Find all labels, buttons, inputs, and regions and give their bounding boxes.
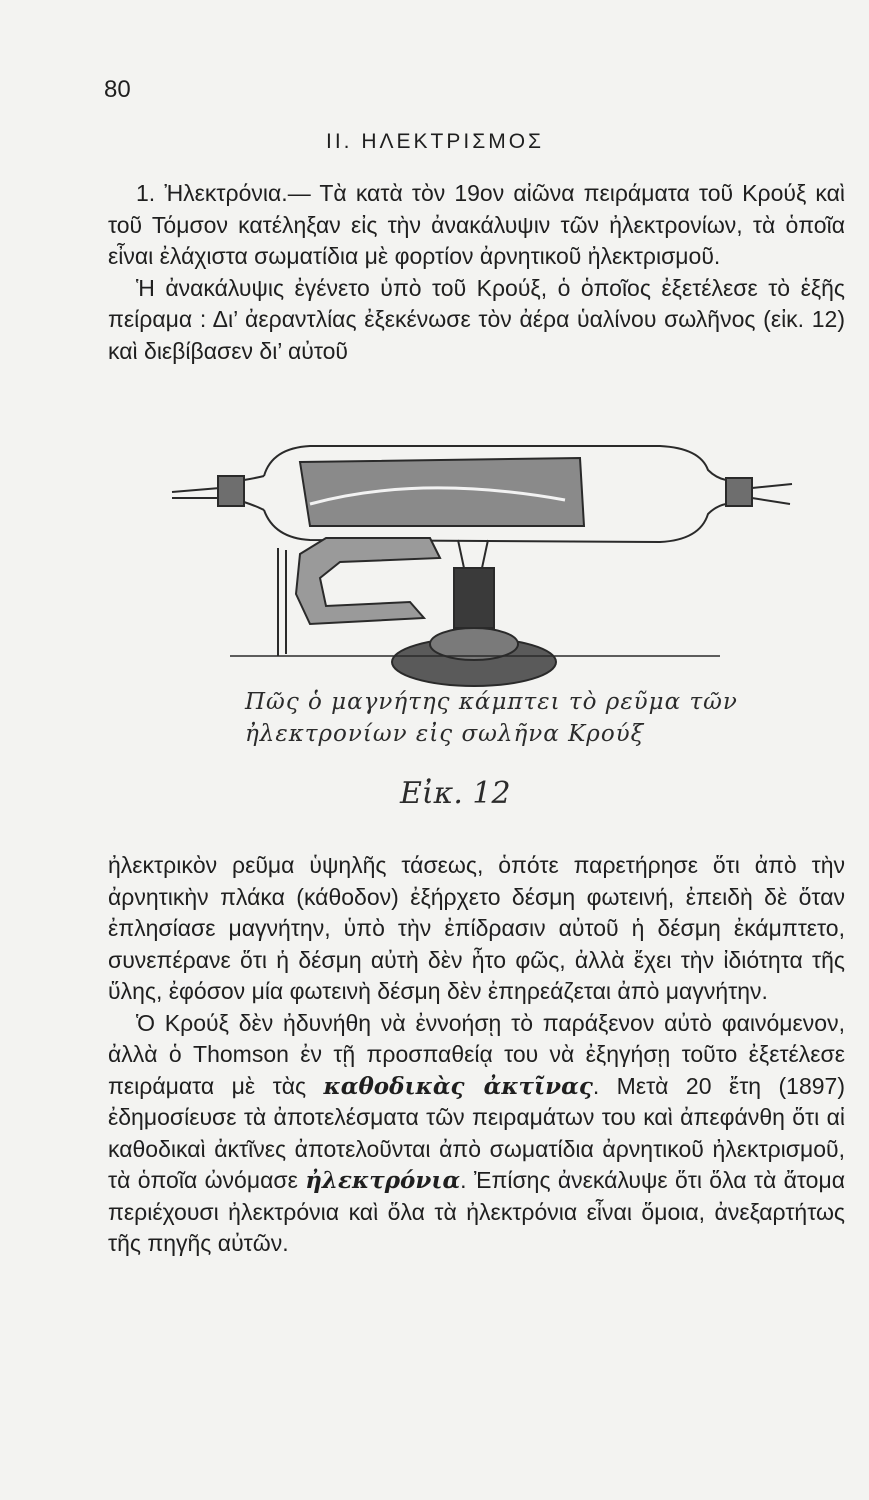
cathode-rays-emphasis: καθοδικὰς ἀκτῖνας xyxy=(323,1072,593,1100)
crookes-tube-icon xyxy=(160,418,800,728)
paragraph-1-number: 1. xyxy=(136,180,156,206)
crookes-tube-with-magnet-illustration xyxy=(160,418,800,728)
paragraph-2: Ἡ ἀνακάλυψις ἐγένετο ὑπὸ τοῦ Κρούξ, ὁ ὁποῖος ἐξετέλεσε τὸ ἑξῆς πείραμα : Δι’ ἀεραντλίας ἐξεκένωσε τὸν ἀέρα ὑαλίνου σωλῆνος (εἰκ. 12) καὶ διεβίβασεν δι’ αὐτοῦ xyxy=(108,274,845,364)
electrons-emphasis: ἠλεκτρόνια xyxy=(305,1167,461,1194)
figure-label: Εἰκ. 12 xyxy=(400,776,511,811)
lower-text-block xyxy=(108,850,845,1260)
figure-caption xyxy=(245,686,765,750)
page-number: 80 xyxy=(104,76,131,103)
paragraph-4-part-2: . Μετὰ 20 ἔτη (1897) ἐδημοσίευσε τὰ ἀποτελέσματα τῶν πειραμάτων του καὶ ἀπεφάνθη ὅτι αἱ καθοδικαὶ ἀκτῖνες ἀποτελοῦνται ἀπὸ σωματίδια ἀρνητικοῦ ἠλεκτρισμοῦ, τὰ ὁποῖα ὠνόμασε xyxy=(108,1072,845,1193)
paragraph-3: ἠλεκτρικὸν ρεῦμα ὑψηλῆς τάσεως, ὁπότε παρετήρησε ὅτι ἀπὸ τὴν ἀρνητικὴν πλάκα (κάθοδον) ἐξήρχετο δέσμη φωτεινή, ἐπειδὴ δὲ ὅταν ἐπλησίασε μαγνήτην, ὑπὸ τὴν ἐπίδρασιν αὐτοῦ ἡ δέσμη ἐκάμπτετο, συνεπέρανε ὅτι ἡ δέσμη αὐτὴ δὲν ἦτο φῶς, ἀλλὰ ἔχει τὴν ἰδιότητα τῆς ὕλης, ἐφόσον μία φωτεινὴ δέσμη δὲν ἐπηρεάζεται ἀπὸ μαγνήτην. xyxy=(108,852,845,1004)
paragraph-1-heading: Ἠλεκτρόνια. xyxy=(164,180,288,206)
figure-caption-line-1: Πῶς ὁ μαγνήτης κάμπτει τὸ ρεῦμα τῶν xyxy=(245,689,738,715)
paragraph-4-part-3: . Ἐπίσης ἀνεκάλυψε ὅτι ὅλα τὰ ἄτομα περιέχουσι ἠλεκτρόνια καὶ ὅλα τὰ ἠλεκτρόνια εἶναι ὅμοια, ἀνεξαρτήτως τῆς πηγῆς αὐτῶν. xyxy=(108,1167,845,1256)
upper-text-block xyxy=(108,178,845,367)
section-heading: II. ΗΛΕΚΤΡΙΣΜΟΣ xyxy=(326,130,545,153)
paragraph-1-text: — Τὰ κατὰ τὸν 19ον αἰῶνα πειράματα τοῦ Κρούξ καὶ τοῦ Τόμσον κατέληξαν εἰς τὴν ἀνακάλυψιν τῶν ἠλεκτρονίων, τὰ ὁποῖα εἶναι ἐλάχιστα σωματίδια μὲ φορτίον ἀρνητικοῦ ἠλεκτρισμοῦ. xyxy=(108,180,846,269)
paragraph-4 xyxy=(108,1008,845,1260)
paragraph-4-part-1: Ὁ Κρούξ δὲν ἠδυνήθη νὰ ἐννοήσῃ τὸ παράξενον αὐτὸ φαινόμενον, ἀλλὰ ὁ Thomson ἐν τῇ προσπαθείᾳ του νὰ ἐξηγήσῃ τοῦτο ἐξετέλεσε πειράματα μὲ τὰς xyxy=(108,1009,845,1099)
paragraph-1 xyxy=(108,178,845,273)
figure-caption-line-2: ἠλεκτρονίων εἰς σωλῆνα Κρούξ xyxy=(245,721,645,747)
